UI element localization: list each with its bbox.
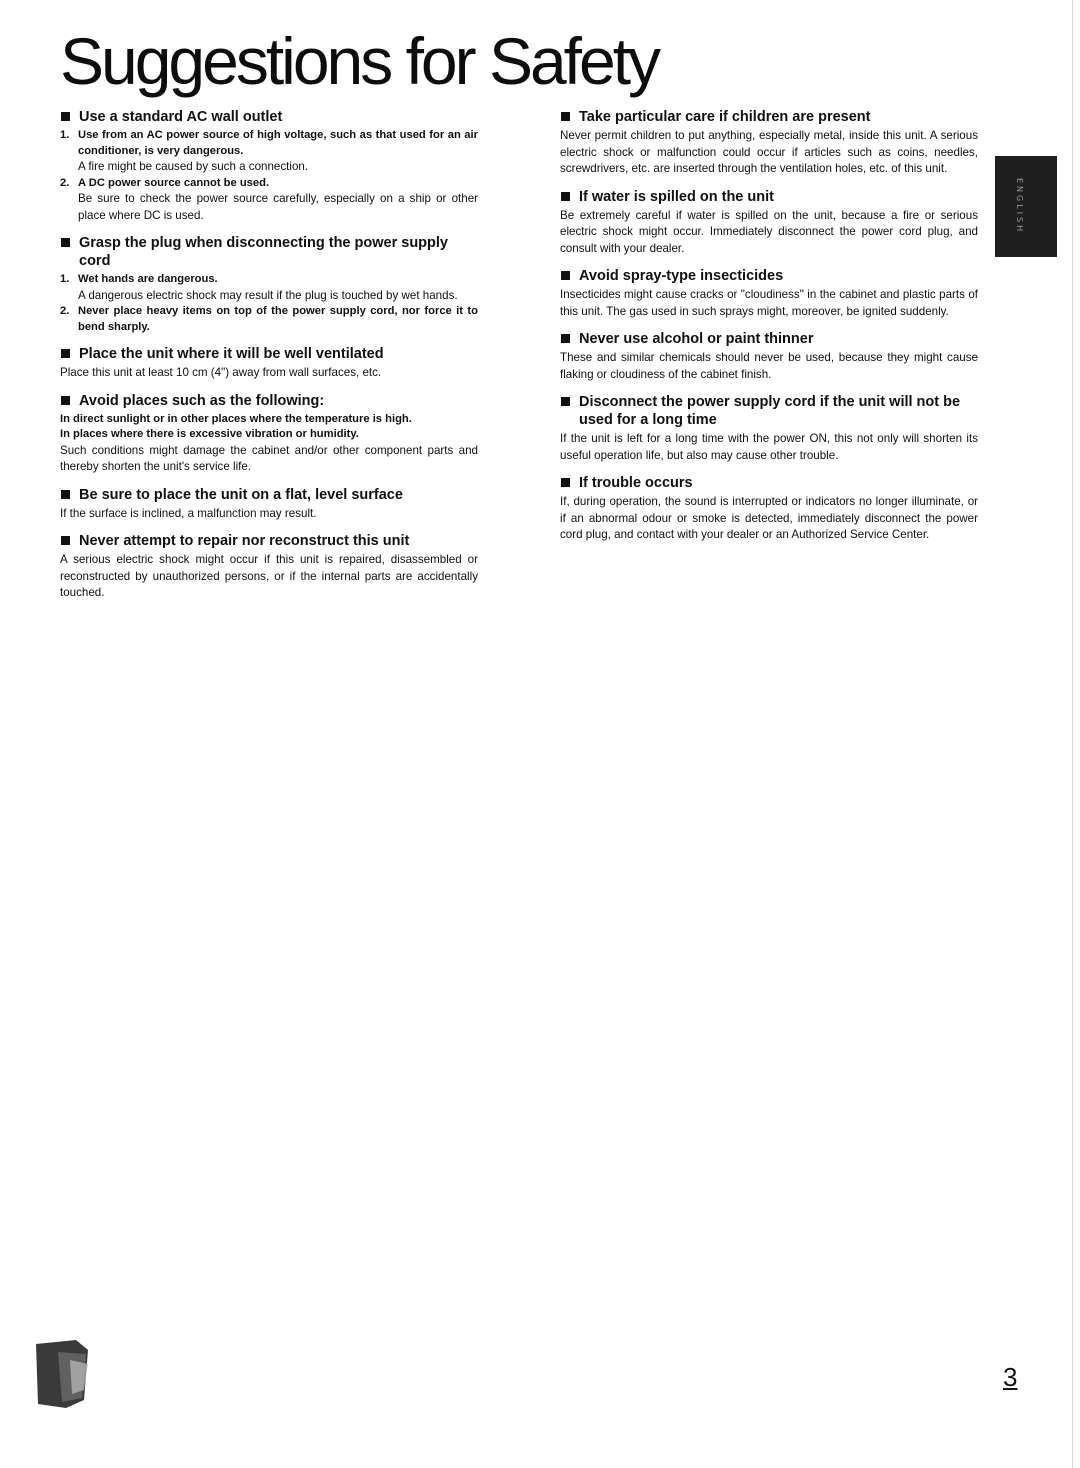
item-text: A fire might be caused by such a connection. [78, 160, 309, 173]
section-body: Such conditions might damage the cabinet and/or other component parts and thereby shorten the unit's service life. [60, 443, 478, 473]
section-body: Place this unit at least 10 cm (4") away from wall surfaces, etc. [60, 366, 382, 379]
square-bullet-icon [61, 349, 70, 358]
heading-text: Avoid spray-type insecticides [579, 268, 784, 284]
section-body: If, during operation, the sound is interrupted or indicators no longer illuminate, or if an abnormal odour or smoke is detected, immediately disconnect the power cord plug, and contact with your dealer or an Authorized Service Center. [560, 495, 978, 541]
heading-text: If trouble occurs [579, 475, 693, 491]
item-number: 1. [60, 273, 70, 285]
section-heading [60, 108, 478, 126]
square-bullet-icon [61, 112, 70, 121]
heading-text: If water is spilled on the unit [579, 188, 774, 205]
section-insecticides [560, 267, 978, 320]
heading-text: Take particular care if children are present [579, 109, 871, 125]
heading-text: Place the unit where it will be well ventilated [79, 346, 384, 362]
section-disconnect [560, 393, 978, 464]
square-bullet-icon [561, 397, 570, 406]
section-ac-outlet [60, 108, 478, 224]
heading-text: Never attempt to repair nor reconstruct this unit [79, 533, 410, 549]
section-body: Never permit children to put anything, especially metal, inside this unit. A serious electric shock or malfunction could occur if articles such as coins, needles, screwdrivers, etc. are inserted through the ventilation holes, etc. of this unit. [560, 129, 978, 175]
item-text: Be sure to check the power source carefully, especially on a ship or other place where DC is used. [78, 192, 478, 222]
item-warning: A DC power source cannot be used. [78, 176, 270, 189]
section-heading [560, 330, 978, 348]
section-body: These and similar chemicals should never be used, because they might cause flaking or cloudiness of the cabinet finish. [560, 351, 978, 381]
item-warning: Wet hands are dangerous. [78, 273, 218, 285]
language-tab [995, 156, 1057, 257]
numbered-item [60, 176, 478, 225]
section-heading [560, 188, 978, 206]
heading-text: Grasp the plug when disconnecting the power supply cord [79, 235, 448, 269]
section-body: Insecticides might cause cracks or "cloudiness" in the cabinet and plastic parts of this unit. The gas used in such sprays might, moreover, be ignited suddenly. [560, 288, 978, 318]
left-column [60, 108, 478, 612]
section-body: If the surface is inclined, a malfunction may result. [60, 506, 317, 520]
section-heading [60, 345, 478, 363]
section-alcohol [560, 330, 978, 383]
square-bullet-icon [561, 478, 570, 487]
heading-text: Never use alcohol or paint thinner [579, 331, 814, 347]
section-heading [60, 392, 478, 410]
square-bullet-icon [561, 334, 570, 343]
item-warning: Use from an AC power source of high voltage, such as that used for an air conditioner, is very dangerous. [78, 129, 478, 157]
item-number: 2. [60, 176, 70, 189]
item-number: 2. [60, 305, 70, 317]
item-text: A dangerous electric shock may result if the plug is touched by wet hands. [78, 288, 458, 302]
heading-text: Be sure to place the unit on a flat, level surface [79, 486, 403, 503]
item-warning: Never place heavy items on top of the power supply cord, nor force it to bend sharply. [78, 305, 478, 333]
heading-text: Disconnect the power supply cord if the unit will not be used for a long time [579, 394, 961, 428]
page-number: 3 [1003, 1362, 1018, 1392]
square-bullet-icon [61, 536, 70, 545]
square-bullet-icon [561, 192, 570, 201]
page-title: Suggestions for Safety [60, 24, 659, 98]
scan-edge-line [1072, 0, 1073, 1468]
heading-text: Avoid places such as the following: [79, 392, 325, 409]
section-avoid-places [60, 392, 478, 476]
scan-corner-mark [36, 1340, 92, 1408]
section-ventilation [60, 345, 478, 382]
language-tab-label: ENGLISH [1015, 178, 1024, 235]
warning-line: In places where there is excessive vibration or humidity. [60, 428, 359, 440]
section-children [560, 108, 978, 178]
numbered-item [60, 272, 478, 304]
section-heading [560, 393, 978, 429]
warning-line: In direct sunlight or in other places where the temperature is high. [60, 412, 412, 425]
square-bullet-icon [61, 396, 70, 405]
square-bullet-icon [561, 271, 570, 280]
square-bullet-icon [561, 112, 570, 121]
section-trouble [560, 474, 978, 544]
section-heading [60, 486, 478, 504]
right-column [560, 108, 978, 554]
item-number: 1. [60, 129, 70, 141]
heading-text: Use a standard AC wall outlet [79, 109, 283, 125]
section-grasp-plug [60, 234, 478, 335]
section-heading [60, 532, 478, 550]
section-heading [560, 474, 978, 492]
numbered-item [60, 304, 478, 335]
section-heading [560, 108, 978, 126]
section-no-repair [60, 532, 478, 602]
section-body: A serious electric shock might occur if this unit is repaired, disassembled or reconstructed by unauthorized persons, or if the internal parts are accidentally touched. [60, 553, 478, 599]
section-body: Be extremely careful if water is spilled on the unit, because a fire or serious electric shock might occur. Immediately disconnect the power cord plug, and consult with your dealer. [560, 208, 978, 255]
square-bullet-icon [61, 490, 70, 499]
section-heading [60, 234, 478, 270]
section-water-spill [560, 188, 978, 258]
numbered-item [60, 128, 478, 176]
section-heading [560, 267, 978, 285]
square-bullet-icon [61, 238, 70, 247]
section-level-surface [60, 486, 478, 523]
section-body: If the unit is left for a long time with the power ON, this not only will shorten its useful operation life, but also may cause other trouble. [560, 432, 978, 462]
